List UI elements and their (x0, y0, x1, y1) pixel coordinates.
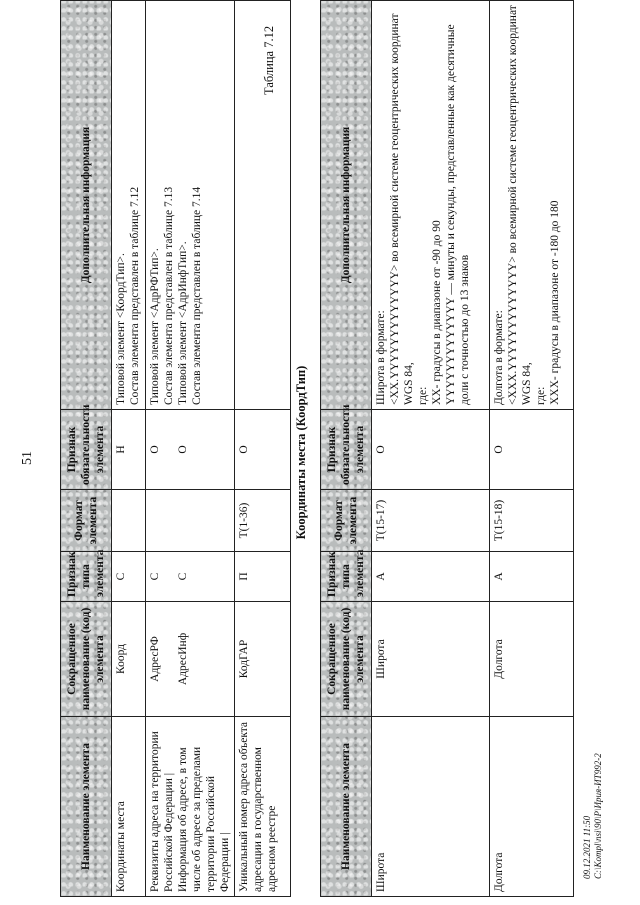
coordinates-table (320, 0, 574, 897)
header-info: Дополнительная информация (321, 1, 372, 410)
cell-required: О О (146, 410, 235, 490)
cell-format: T(15-18) (490, 490, 574, 552)
cell-format (112, 490, 146, 552)
table-row (235, 1, 291, 897)
cell-name: Широта (372, 717, 490, 897)
header-format: Формат элемента (321, 490, 372, 552)
cell-type: П (235, 552, 291, 602)
cell-name: Реквизиты адреса на территории Российской Федерации | Информация об адресе, в том числе об адресе за пределами территории Российской Федерации | (146, 717, 235, 897)
table-header-row (61, 1, 112, 897)
footer-timestamp: 09.12.2021 11:50 (582, 815, 592, 879)
header-type: Признак типа элемента (61, 552, 112, 602)
cell-type: С (112, 552, 146, 602)
table-row (146, 1, 235, 897)
header-name: Наименование элемента (321, 717, 372, 897)
cell-info: Типовой элемент <КоордТип>. Состав элемента представлен в таблице 7.12 (112, 1, 146, 410)
cell-code: АдресРФ АдресИнф (146, 602, 235, 717)
cell-code: Долгота (490, 602, 574, 717)
cell-name: Уникальный номер адреса объекта адресации в государственном адресном реестре (235, 717, 291, 897)
cell-code: Коорд (112, 602, 146, 717)
cell-info: Долгота в формате: <XXX.YYYYYYYYYYYYY> во всемирной системе геоцентрических координат WGS 84, где: XXX- градусы в диапазоне от -180 до 180 (490, 1, 574, 410)
cell-required: О (372, 410, 490, 490)
elements-table-continued (60, 0, 291, 897)
cell-info: Типовой элемент <АдрРФТип>. Состав элемента представлен в таблице 7.13 Типовой элемент <АдрИнфТип>. Состав элемента представлен в таблице 7.14 (146, 1, 235, 410)
cell-type: С С (146, 552, 235, 602)
cell-format (146, 490, 235, 552)
cell-required: Н (112, 410, 146, 490)
page-number: 51 (20, 451, 35, 465)
table-row (112, 1, 146, 897)
header-type: Признак типа элемента (321, 552, 372, 602)
header-required: Признак обязательности элемента (321, 410, 372, 490)
cell-code: КодГАР (235, 602, 291, 717)
cell-type: А (372, 552, 490, 602)
table-title: Координаты места (КоордТип) (294, 365, 308, 540)
cell-name: Долгота (490, 717, 574, 897)
header-short-name: Сокращенное наименование (код) элемента (61, 602, 112, 717)
header-short-name: Сокращенное наименование (код) элемента (321, 602, 372, 717)
header-format: Формат элемента (61, 490, 112, 552)
cell-format: T(15-17) (372, 490, 490, 552)
cell-name: Координаты места (112, 717, 146, 897)
header-name: Наименование элемента (61, 717, 112, 897)
cell-type: А (490, 552, 574, 602)
table-header-row (321, 1, 372, 897)
table-row (490, 1, 574, 897)
header-info: Дополнительная информация (61, 1, 112, 410)
header-required: Признак обязательности элемента (61, 410, 112, 490)
table-number: Таблица 7.12 (262, 25, 276, 95)
cell-required: О (490, 410, 574, 490)
cell-info: Широта в формате: <XX.YYYYYYYYYYYYY> во всемирной системе геоцентрических координат WGS 84, где: XX- градусы в диапазоне от -90 до 90 YYYYYYYYYYYYY — минуты и секунды, представленные как десятичные доли с точностью до 13 знаков (372, 1, 490, 410)
cell-required: О (235, 410, 291, 490)
cell-code: Широта (372, 602, 490, 717)
print-footer (582, 753, 605, 879)
footer-path: C:\Kompl\nsi\90\Р\Ирия-ИТ992-2 (593, 753, 604, 879)
cell-format: T(1-36) (235, 490, 291, 552)
table-row (372, 1, 490, 897)
